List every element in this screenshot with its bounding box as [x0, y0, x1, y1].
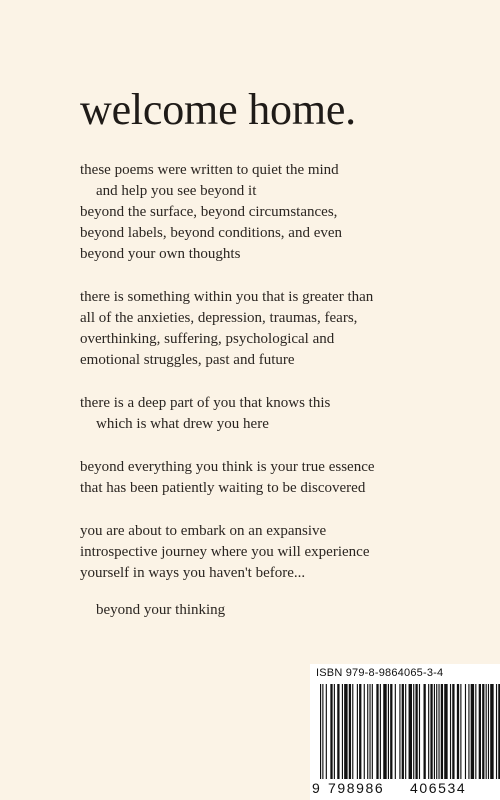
barcode-bar	[376, 684, 378, 779]
barcode-bar	[441, 684, 443, 779]
poem-line: beyond everything you think is your true essence	[80, 459, 375, 475]
poem-line: you are about to embark on an expansive	[80, 523, 327, 539]
poem-line: there is a deep part of you that knows this	[80, 395, 331, 411]
stanza	[80, 160, 430, 265]
poem-body	[80, 160, 430, 606]
poem-line: yourself in ways you haven't before...	[80, 565, 306, 581]
isbn-label: ISBN 979-8-9864065-3-4	[316, 667, 444, 679]
poem-line: these poems were written to quiet the mind	[80, 162, 339, 178]
barcode-bar	[465, 684, 466, 779]
poem-line: that has been patiently waiting to be discovered	[80, 480, 366, 496]
barcode-bar	[359, 684, 361, 779]
barcode-bar	[349, 684, 351, 779]
barcode-bar	[357, 684, 358, 779]
barcode-bar	[402, 684, 404, 779]
barcode-bar	[342, 684, 343, 779]
barcode-bar	[369, 684, 370, 779]
barcode-digit-lead: 9	[312, 780, 320, 796]
poem-line: emotional struggles, past and future	[80, 352, 295, 368]
poem-line: which is what drew you here	[96, 416, 269, 432]
barcode-bar	[468, 684, 469, 779]
poem-line: and help you see beyond it	[96, 183, 257, 199]
barcode-bar	[390, 684, 392, 779]
barcode-bar	[486, 684, 487, 779]
barcode-bars-icon	[320, 684, 500, 779]
barcode-bar	[452, 684, 454, 779]
barcode-bar	[471, 684, 474, 779]
barcode-bar	[496, 684, 497, 779]
barcode-bar	[436, 684, 437, 779]
barcode-bar	[419, 684, 420, 779]
barcode-digit-group-1: 798986	[328, 780, 385, 796]
poem-line: overthinking, suffering, psychological and	[80, 331, 335, 347]
poem-line: all of the anxieties, depression, traumas, fears,	[80, 310, 358, 326]
barcode-bar	[367, 684, 368, 779]
barcode-bar	[479, 684, 481, 779]
barcode-bar	[460, 684, 461, 779]
barcode-bar	[482, 684, 484, 779]
barcode-digit-group-2: 406534	[410, 780, 467, 796]
stanza	[80, 287, 430, 371]
barcode-bar	[450, 684, 451, 779]
barcode-bar	[430, 684, 432, 779]
barcode-bar	[326, 684, 327, 779]
barcode-bar	[415, 684, 417, 779]
poem-line: beyond your own thoughts	[80, 246, 241, 262]
stanza	[80, 521, 430, 584]
barcode-bar	[322, 684, 323, 779]
poem-line: beyond labels, beyond conditions, and even	[80, 225, 343, 241]
signoff-line: beyond your thinking	[96, 602, 226, 618]
stanza	[80, 393, 430, 435]
barcode-bar	[320, 684, 321, 779]
isbn-barcode	[310, 664, 500, 800]
barcode-bar	[438, 684, 439, 779]
barcode-bar	[444, 684, 447, 779]
poem-line: introspective journey where you will experience	[80, 544, 370, 560]
barcode-bar	[383, 684, 386, 779]
barcode-bar	[388, 684, 389, 779]
barcode-bar	[337, 684, 339, 779]
barcode-bar	[330, 684, 332, 779]
barcode-bar	[413, 684, 414, 779]
barcode-bar	[334, 684, 335, 779]
barcode-bar	[399, 684, 400, 779]
barcode-bar	[405, 684, 406, 779]
poem-line: there is something within you that is greater than	[80, 289, 374, 305]
barcode-bar	[475, 684, 476, 779]
barcode-bar	[380, 684, 381, 779]
barcode-bar	[424, 684, 426, 779]
cover-title: welcome home.	[80, 85, 356, 134]
barcode-bar	[372, 684, 373, 779]
barcode-bar	[434, 684, 435, 779]
barcode-bar	[344, 684, 347, 779]
barcode-bar	[364, 684, 365, 779]
barcode-bar	[395, 684, 396, 779]
barcode-bar	[428, 684, 429, 779]
barcode-bar	[352, 684, 353, 779]
poem-line: beyond the surface, beyond circumstances,	[80, 204, 338, 220]
stanza	[80, 457, 430, 499]
barcode-bar	[488, 684, 489, 779]
barcode-bar	[457, 684, 459, 779]
barcode-bar	[490, 684, 493, 779]
barcode-bar	[409, 684, 412, 779]
